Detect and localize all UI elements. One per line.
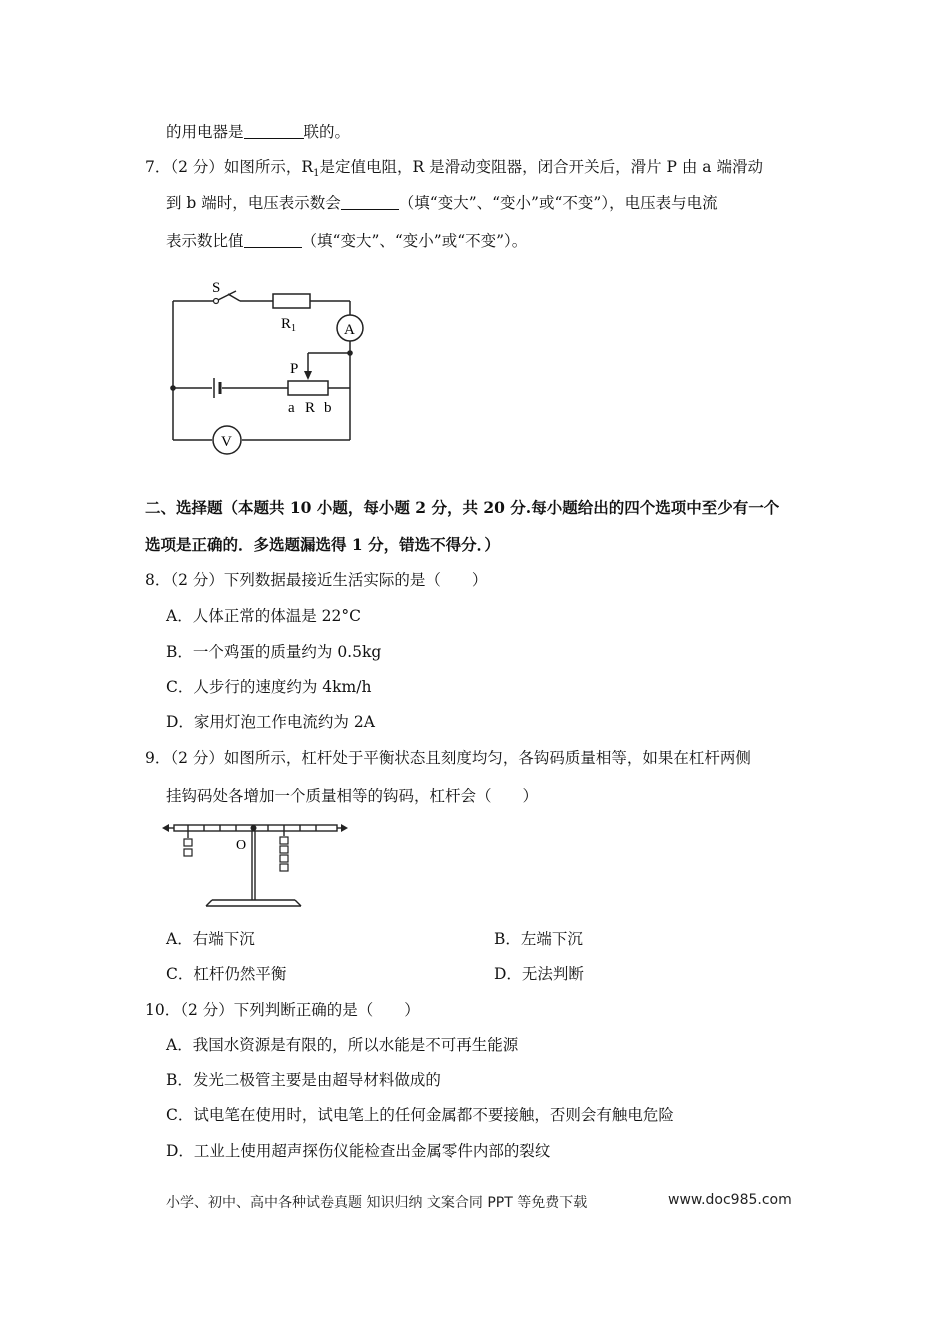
q7-number: 7． <box>145 158 171 176</box>
q9-stem-line-1: 9．（2 分）如图所示，杠杆处于平衡状态且刻度均匀，各钩码质量相等，如果在杠杆两侧 <box>145 749 751 767</box>
weight-icon <box>280 864 288 871</box>
q10-option-c: C．试电笔在使用时，试电笔上的任何金属都不要接触，否则会有触电危险 <box>166 1106 674 1124</box>
weight-icon <box>280 855 288 862</box>
weight-icon <box>280 846 288 853</box>
weight-icon <box>184 839 192 846</box>
q7-text-3b: （填“变大”、“变小”或“不变”）。 <box>301 232 528 250</box>
rheostat-end-b: b <box>324 400 332 416</box>
q7-line-1 <box>145 155 763 179</box>
q10-stem: 10．（2 分）下列判断正确的是（ ） <box>145 1001 420 1019</box>
weight-icon <box>184 849 192 856</box>
footer-promo-text: 小学、初中、高中各种试卷真题 知识归纳 文案合同 PPT 等免费下载 <box>166 1195 588 1211</box>
weight-icon <box>280 837 288 844</box>
q10-option-d: D．工业上使用超声探伤仪能检查出金属零件内部的裂纹 <box>166 1142 551 1160</box>
r1-label: $R_1$ <box>281 316 297 334</box>
switch-label: S <box>212 280 221 296</box>
ammeter-label: A <box>344 322 355 338</box>
q10-option-a: A．我国水资源是有限的，所以水能是不可再生能源 <box>166 1036 519 1054</box>
voltmeter-label: V <box>221 434 232 450</box>
q9-stem-line-2: 挂钩码处各增加一个质量相等的钩码，杠杆会（ ） <box>166 787 539 805</box>
q6-blank <box>244 124 304 139</box>
slider-arrow-icon <box>304 371 312 380</box>
q7-blank-1 <box>341 195 399 210</box>
rheostat-label: R <box>305 400 316 416</box>
section-2-heading-line-1: 二、选择题（本题共 10 小题，每小题 2 分，共 20 分.每小题给出的四个选项中至少有一个 <box>145 498 780 517</box>
q8-option-d: D．家用灯泡工作电流约为 2A <box>166 713 375 731</box>
junction-dot-icon <box>347 350 353 356</box>
rheostat-end-a: a <box>288 400 295 416</box>
resistor-r1-icon <box>273 294 310 308</box>
q7-text-2b: （填“变大”、“变小”或“不变”），电压表与电流 <box>398 194 718 212</box>
rheostat-icon <box>288 381 328 395</box>
lever-diagram <box>160 812 350 912</box>
q7-text-1b: 是定值电阻，R 是滑动变阻器，闭合开关后，滑片 P 由 a 端滑动 <box>319 158 763 176</box>
q7-text-2a: 到 b 端时，电压表示数会 <box>166 194 341 212</box>
arrow-left-icon <box>162 824 169 832</box>
q8-option-b: B．一个鸡蛋的质量约为 0.5kg <box>166 643 382 661</box>
q9-option-d: D．无法判断 <box>494 965 584 983</box>
q7-blank-2 <box>244 233 302 248</box>
q8-stem: 8．（2 分）下列数据最接近生活实际的是（ ） <box>145 571 488 589</box>
arrow-right-icon <box>341 824 348 832</box>
q10-option-b: B．发光二极管主要是由超导材料做成的 <box>166 1071 441 1089</box>
q7-text-3a: 表示数比值 <box>166 232 244 250</box>
section-2-heading-line-2: 选项是正确的．多选题漏选得 1 分，错选不得分．） <box>145 535 500 554</box>
q7-text-1a: 如图所示，R <box>223 158 314 176</box>
circuit-diagram <box>160 278 380 464</box>
q6-tail-text-a: 的用电器是 <box>166 123 244 141</box>
q7-score: （2 分） <box>170 158 224 176</box>
footer-website: www.doc985.com <box>668 1192 792 1208</box>
switch-blade-icon <box>218 291 236 300</box>
q7-line-2 <box>166 191 718 213</box>
q8-option-c: C．人步行的速度约为 4km/h <box>166 678 372 696</box>
junction-dot-icon <box>170 385 176 391</box>
slider-label: P <box>290 361 299 377</box>
q7-line-3 <box>166 229 527 251</box>
q7-r1-subscript: 1 <box>313 168 320 180</box>
q8-option-a: A．人体正常的体温是 22°C <box>166 607 361 625</box>
switch-contact-icon <box>214 299 219 304</box>
q9-option-c: C．杠杆仍然平衡 <box>166 965 287 983</box>
q6-tail-line <box>166 120 350 142</box>
q6-tail-text-b: 联的。 <box>303 123 351 141</box>
q9-option-a: A．右端下沉 <box>166 930 255 948</box>
pivot-label: O <box>236 838 247 853</box>
pivot-icon <box>251 825 257 831</box>
q9-option-b: B．左端下沉 <box>494 930 583 948</box>
